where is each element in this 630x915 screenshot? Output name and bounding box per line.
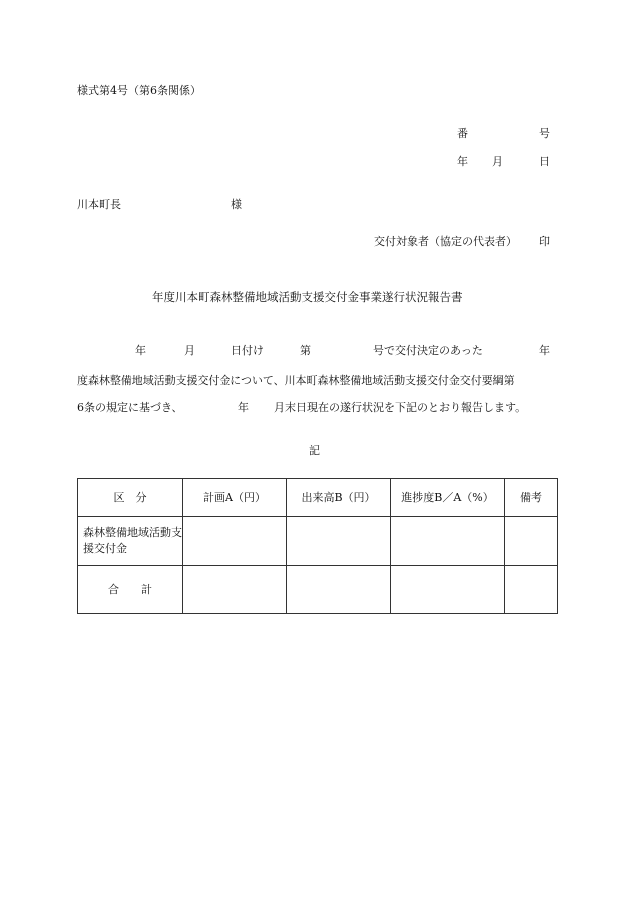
- applicant-label: 交付対象者（協定の代表者）: [374, 235, 517, 248]
- header-actual-b: 出来高B（円）: [287, 479, 391, 517]
- body-line-2: 度森林整備地域活動支援交付金について、川本町森林整備地域活動支援交付金交付要綱第: [77, 374, 515, 387]
- table-row-total: [78, 566, 558, 614]
- cell-total-progress: [391, 566, 505, 614]
- header-progress: 進捗度B／A（%）: [391, 479, 505, 517]
- body-dai: 第: [300, 344, 311, 357]
- addressee-honorific: 様: [231, 198, 242, 211]
- header-plan-a: 計画A（円）: [183, 479, 287, 517]
- header-remarks: 備考: [505, 479, 558, 517]
- status-report-table: [77, 478, 558, 614]
- ki-label: 記: [309, 444, 320, 457]
- body-line-3-start: 6条の規定に基づき、: [77, 401, 183, 414]
- date-day-label: 日: [539, 155, 550, 168]
- document-title: 年度川本町森林整備地域活動支援交付金事業遂行状況報告書: [152, 290, 463, 304]
- body-year-2: 年: [539, 344, 550, 357]
- table-row: [78, 517, 558, 566]
- row-label-subsidy: 森林整備地域活動支援交付金: [78, 517, 183, 566]
- body-month: 月: [184, 344, 195, 357]
- cell-total-plan-a: [183, 566, 287, 614]
- row-label-total: 合 計: [78, 566, 183, 614]
- date-year-label: 年: [457, 155, 468, 168]
- cell-total-actual-b: [287, 566, 391, 614]
- body-dated: 日付け: [231, 344, 264, 357]
- body-line-3-end: 月末日現在の遂行状況を下記のとおり報告します。: [274, 401, 527, 414]
- cell-actual-b: [287, 517, 391, 566]
- form-number: 様式第4号（第6条関係）: [77, 84, 201, 97]
- header-category: 区 分: [78, 479, 183, 517]
- number-label-go: 号: [539, 127, 550, 140]
- cell-remarks: [505, 517, 558, 566]
- body-decision-text: 号で交付決定のあった: [373, 344, 483, 357]
- seal-mark: 印: [539, 235, 550, 248]
- cell-plan-a: [183, 517, 287, 566]
- body-year: 年: [135, 344, 146, 357]
- table-header-row: [78, 479, 558, 517]
- number-label-ban: 番: [457, 127, 468, 140]
- cell-total-remarks: [505, 566, 558, 614]
- cell-progress: [391, 517, 505, 566]
- date-month-label: 月: [492, 155, 503, 168]
- addressee-name: 川本町長: [77, 198, 121, 211]
- body-line-3-year: 年: [238, 401, 249, 414]
